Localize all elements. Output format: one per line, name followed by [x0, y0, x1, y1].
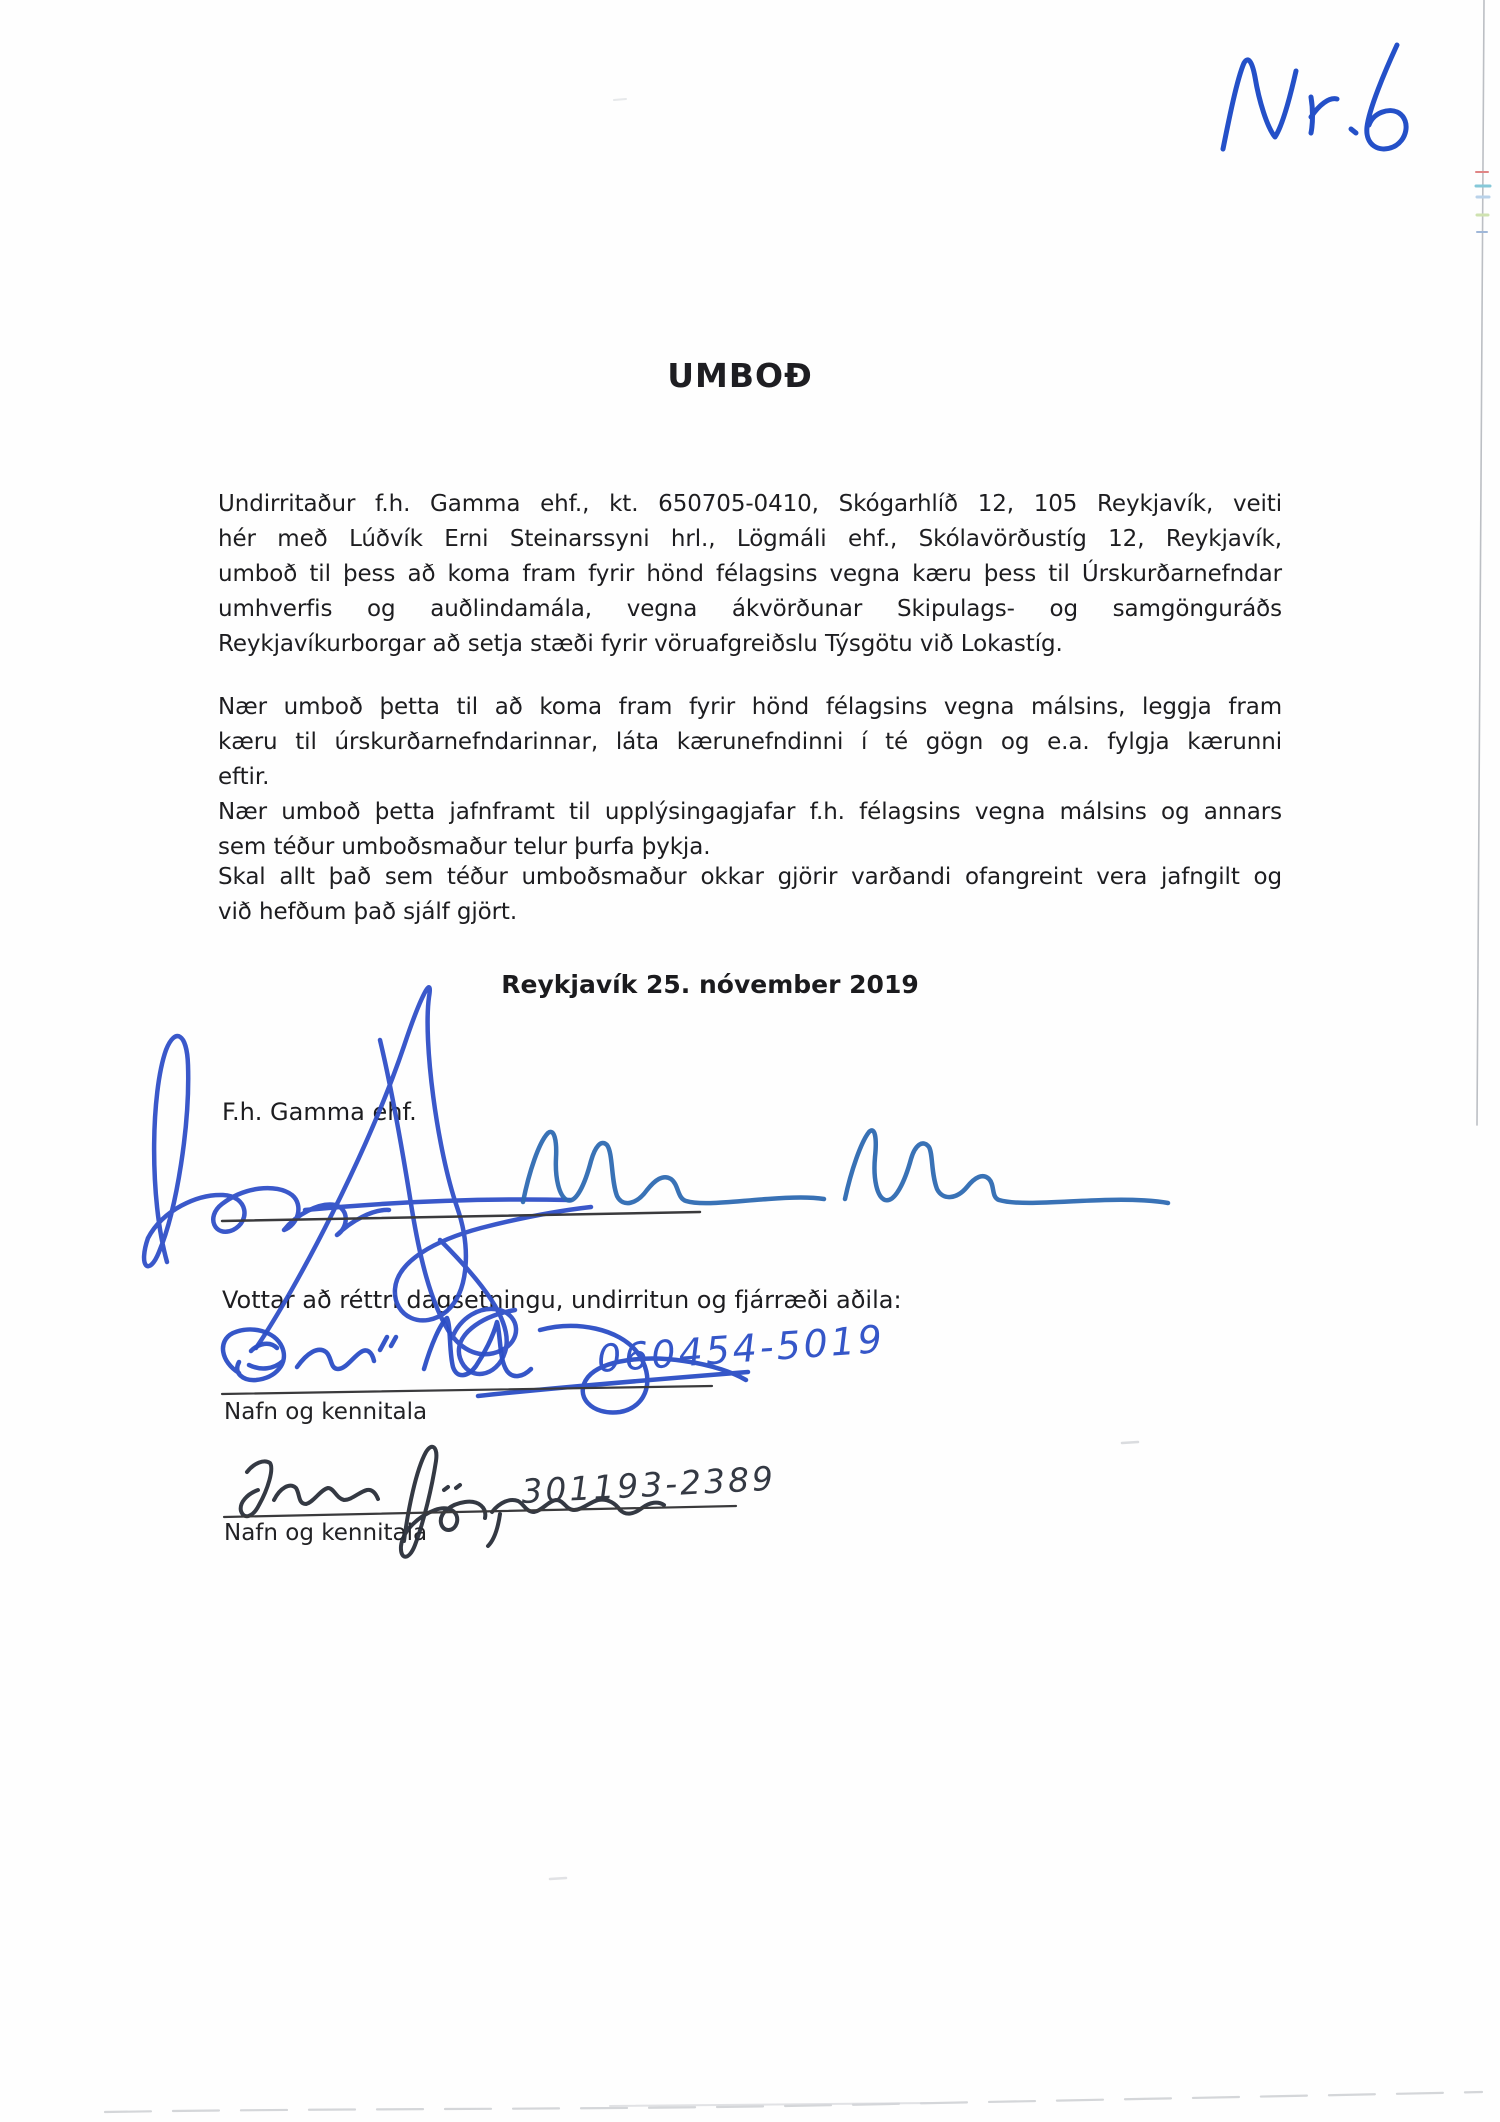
text-line: umhverfis og auðlindamála, vegna ákvörðunar Skipulags- og samgönguráðs — [218, 596, 1282, 622]
signature-line-witness1 — [222, 1386, 712, 1394]
text-line: við hefðum það sjálf gjört. — [218, 899, 518, 925]
paragraph-2 — [218, 690, 1282, 865]
text-line: umboð til þess að koma fram fyrir hönd félagsins vegna kæru þess til Úrskurðarnefndar — [218, 561, 1282, 587]
paragraph-1 — [218, 487, 1282, 662]
handwritten-page-number — [1223, 45, 1406, 149]
text-line: Nær umboð þetta jafnframt til upplýsingagjafar f.h. félagsins vegna málsins og annars — [218, 799, 1282, 825]
on-behalf-label: F.h. Gamma ehf. — [222, 1098, 417, 1126]
text-line: eftir. — [218, 764, 270, 790]
witness-heading: Vottar að réttri dagsetningu, undirritun og fjárræði aðila: — [222, 1286, 902, 1314]
text-line: Undirritaður f.h. Gamma ehf., kt. 650705-0410, Skógarhlíð 12, 105 Reykjavík, veiti — [218, 491, 1282, 517]
paragraph-3 — [218, 860, 1282, 930]
text-line: sem téður umboðsmaður telur þurfa þykja. — [218, 834, 711, 860]
text-line: kæru til úrskurðarnefndarinnar, láta kærunefndinni í té gögn og e.a. fylgja kærunni — [218, 729, 1282, 755]
witness1-caption: Nafn og kennitala — [224, 1399, 428, 1425]
scan-artifacts — [105, 0, 1490, 2112]
signature-line-witness2 — [224, 1506, 736, 1517]
witness2-kennitala-handwritten: 301193-2389 — [520, 1458, 777, 1511]
date-line: Reykjavík 25. nóvember 2019 — [501, 970, 919, 999]
witness2-caption: Nafn og kennitala — [224, 1520, 428, 1546]
signature-gamma-left — [144, 987, 591, 1374]
text-line: Reykjavíkurborgar að setja stæði fyrir vöruafgreiðslu Týsgötu við Lokastíg. — [218, 631, 1063, 657]
text-line: Nær umboð þetta til að koma fram fyrir hönd félagsins vegna málsins, leggja fram — [218, 694, 1282, 720]
signature-line-main — [222, 1212, 700, 1221]
text-line: Skal allt það sem téður umboðsmaður okkar gjörir varðandi ofangreint vera jafngilt og — [218, 864, 1282, 890]
page-title: UMBOÐ — [667, 356, 813, 395]
signature-gamma-right — [523, 1130, 1168, 1203]
witness1-kennitala-handwritten: 060454-5019 — [595, 1316, 887, 1381]
text-line: hér með Lúðvík Erni Steinarssyni hrl., Lögmáli ehf., Skólavörðustíg 12, Reykjavík, — [218, 526, 1282, 552]
